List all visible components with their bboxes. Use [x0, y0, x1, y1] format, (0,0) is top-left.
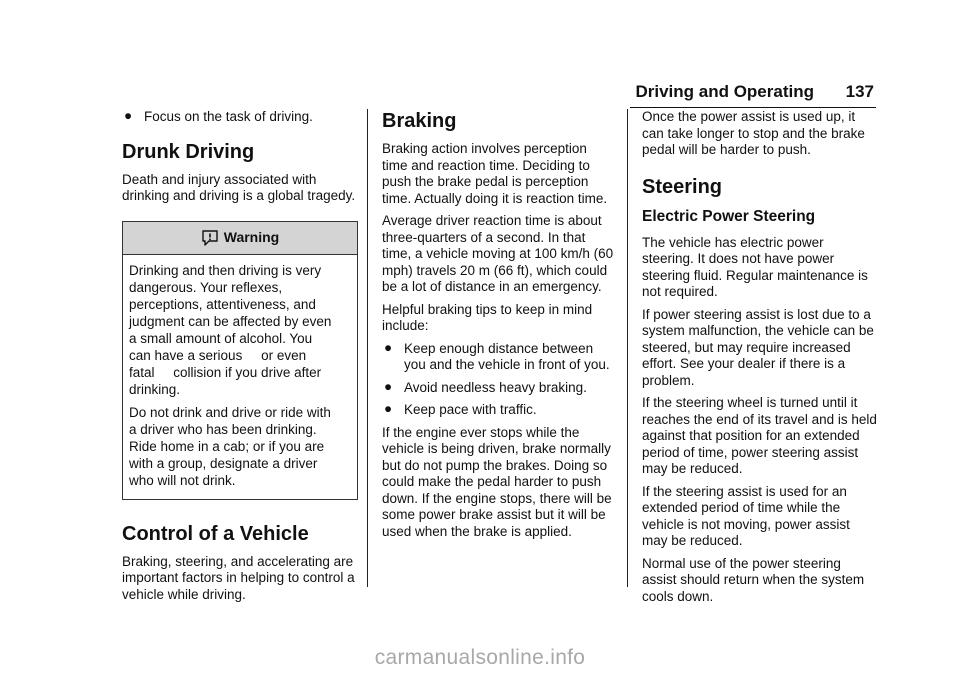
warning-paragraph: Drinking and then driving is very dangerous. Your reflexes, perceptions, attentiveness, and judgment can be affected by even a small amount of alcohol. You can have a serious or even fatal collision if you drive after drinking. — [129, 262, 332, 397]
bullet-text: Keep pace with traffic. — [404, 402, 537, 417]
page-header — [0, 82, 960, 112]
warning-body — [123, 255, 357, 499]
eps-heading: Electric Power Steering — [642, 207, 816, 225]
list-item — [382, 341, 614, 374]
column-3 — [642, 109, 878, 611]
bullet-text: Keep enough distance between you and the vehicle in front of you. — [404, 340, 610, 372]
warning-title: Warning — [223, 229, 280, 246]
control-heading: Control of a Vehicle — [122, 522, 309, 545]
bullet-icon: ● — [384, 339, 393, 355]
column-1 — [122, 109, 358, 609]
bullet-text: Focus on the task of driving. — [144, 109, 313, 124]
braking-paragraph: Average driver reaction time is about three-quarters of a second. In that time, a vehicle moving at 100 km/h (60 mph) travels 20 m (66 ft), which could be a lot of distance in an emergency. — [382, 213, 614, 294]
power-assist-text: Once the power assist is used up, it can take longer to stop and the brake pedal will be harder to push. — [642, 109, 865, 157]
bullet-icon: ● — [124, 108, 133, 123]
bullet-icon: ● — [384, 378, 393, 394]
drunk-driving-text: Death and injury associated with drinking and driving is a global tragedy. — [122, 171, 356, 203]
column-divider — [367, 109, 368, 587]
braking-paragraph: If the engine ever stops while the vehicle is being driven, brake normally but do not pump the brakes. Doing so could make the pedal harder to push down. If the engine stops, there will be some power brake assist but it will be used when the brake is applied. — [382, 424, 612, 539]
header-rule — [630, 107, 876, 108]
column-2 — [382, 109, 614, 546]
list-item — [382, 380, 614, 397]
steering-heading: Steering — [642, 175, 723, 198]
bullet-text: Avoid needless heavy braking. — [404, 379, 587, 395]
column-divider — [627, 109, 628, 587]
bullet-icon: ● — [384, 401, 393, 416]
warning-box — [122, 221, 358, 500]
warning-speech-icon — [201, 229, 219, 247]
braking-paragraph: Helpful braking tips to keep in mind include: — [382, 301, 593, 333]
section-title: Driving and Operating — [635, 82, 814, 101]
list-item — [382, 402, 614, 419]
braking-paragraph: Braking action involves perception time and reaction time. Deciding to push the brake pedal is perception time. Actually doing it is reaction time. — [382, 141, 608, 206]
eps-paragraph: If the steering assist is used for an extended period of time while the vehicle is not moving, power assist may be reduced. — [642, 483, 850, 548]
warning-paragraph: Do not drink and drive or ride with a driver who has been drinking. Ride home in a cab; or if you are with a group, designate a driver who will not drink. — [129, 404, 331, 488]
drunk-driving-heading: Drunk Driving — [122, 140, 255, 163]
eps-paragraph: If the steering wheel is turned until it reaches the end of its travel and is held against that position for an extended period of time, power steering assist may be reduced. — [642, 395, 877, 476]
watermark: carmanualsonline.info — [374, 646, 586, 669]
page-number: 137 — [845, 82, 874, 101]
braking-heading: Braking — [382, 110, 457, 132]
eps-paragraph: If power steering assist is lost due to a system malfunction, the vehicle can be steered, but may require increased effort. See your dealer if there is a problem. — [642, 306, 874, 388]
eps-paragraph: Normal use of the power steering assist should return when the system cools down. — [642, 555, 865, 604]
list-item — [122, 109, 358, 126]
control-text: Braking, steering, and accelerating are important factors in helping to control a vehicle while driving. — [122, 553, 355, 602]
eps-paragraph: The vehicle has electric power steering. It does not have power steering fluid. Regular maintenance is not required. — [642, 234, 868, 299]
warning-header — [123, 222, 357, 255]
